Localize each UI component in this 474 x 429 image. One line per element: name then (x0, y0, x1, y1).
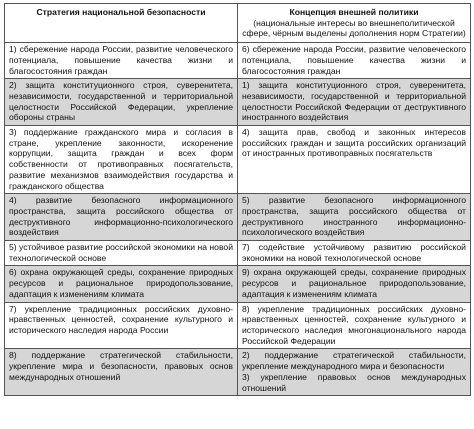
strategy-cell: 6) охрана окружающей среды, сохранение природных ресурсов и рациональное природопользование, адаптация к изменениям климата (5, 266, 238, 302)
comparison-table (4, 3, 471, 396)
strategy-cell: 2) защита конституционного строя, суверенитета, независимости, государственной и территориальной целостности Российской Федерации, укрепление обороны страны (5, 79, 238, 126)
table-row (5, 79, 471, 126)
table-row (5, 241, 471, 266)
concept-cell: 8) укрепление традиционных российских духовно-нравственных ценностей, сохранение культурного и исторического наследия многонационального народа Российской Федерации (238, 302, 471, 349)
table-row (5, 43, 471, 79)
strategy-cell: 4) развитие безопасного информационного пространства, защита российского общества от деструктивного информационно-психологического воздействия (5, 194, 238, 241)
header-strategy: Стратегия национальной безопасности (5, 4, 238, 43)
header-concept (238, 4, 471, 43)
table-row (5, 126, 471, 194)
strategy-cell: 8) поддержание стратегической стабильности, укрепление мира и безопасности, правовых основ международных отношений (5, 349, 238, 396)
strategy-cell: 5) устойчивое развитие российской экономики на новой технологической основе (5, 241, 238, 266)
table-row (5, 349, 471, 396)
strategy-cell: 1) сбережение народа России, развитие человеческого потенциала, повышение качества жизни и благосостояния граждан (5, 43, 238, 79)
strategy-cell: 7) укрепление традиционных российских духовно-нравственных ценностей, сохранение культурного и исторического наследия народа России (5, 302, 238, 349)
concept-cell: 7) содействие устойчивому развитию российской экономики на новой технологической основе (238, 241, 471, 266)
strategy-cell: 3) поддержание гражданского мира и согласия в стране, укрепление законности, искоренение коррупции, защита граждан и всех форм собственности от противоправных посягательств, развитие механизмов взаимодействия государства и гражданского общества (5, 126, 238, 194)
concept-cell: 9) охрана окружающей среды, сохранение природных ресурсов и рациональное природопользование, адаптация к изменениям климата (238, 266, 471, 302)
concept-cell: 1) защита конституционного строя, суверенитета, независимости, государственной и территориальной целостности Российской Федерации от деструктивного иностранного воздействия (238, 79, 471, 126)
comparison-table-wrapper (4, 3, 470, 396)
concept-cell: 2) поддержание стратегической стабильности, укрепление международного мира и безопасности 3) укрепление правовых основ международных отношений (238, 349, 471, 396)
header-concept-subtitle: (национальные интересы во внешнеполитической сфере, чёрным выделены дополнения норм Стратегии) (242, 17, 466, 39)
header-row (5, 4, 471, 43)
concept-cell: 6) сбережение народа России, развитие человеческого потенциала, повышение качества жизни и благосостояния граждан (238, 43, 471, 79)
concept-cell: 4) защита прав, свобод и законных интересов российских граждан и защита российских организаций от иностранных противоправных посягательств (238, 126, 471, 194)
table-row (5, 302, 471, 349)
table-row (5, 266, 471, 302)
header-concept-title: Концепция внешней политики (289, 7, 419, 17)
concept-cell: 5) развитие безопасного информационного пространства, защита российского общества от деструктивного иностранного информационно-психологического воздействия (238, 194, 471, 241)
table-row (5, 194, 471, 241)
